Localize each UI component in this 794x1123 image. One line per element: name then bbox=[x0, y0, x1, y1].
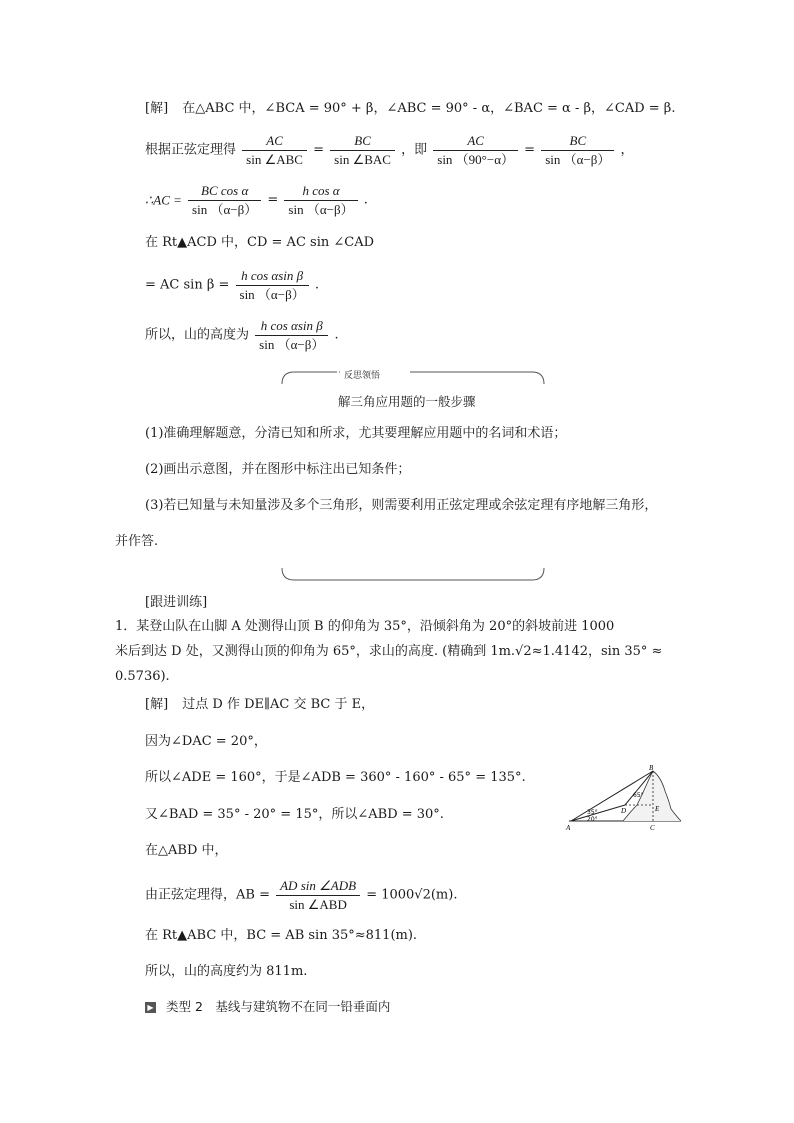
solution2-s2: 因为∠DAC = 20°， bbox=[145, 734, 267, 749]
fraction-denominator: sin （α−β） bbox=[288, 202, 354, 217]
fraction-numerator: AC bbox=[242, 133, 307, 151]
fraction-numerator: BC bbox=[330, 133, 395, 151]
reflect-item-3a: (3)若已知量与未知量涉及多个三角形，则需要利用正弦定理或余弦定理有序地解三角形， bbox=[145, 498, 658, 513]
fraction-denominator: sin （α−β） bbox=[239, 287, 305, 302]
question-1-line-a: 1．某登山队在山脚 A 处测得山顶 B 的仰角为 35°，沿倾斜角为 20°的斜坡前进 1000 bbox=[115, 619, 615, 634]
type-heading bbox=[145, 998, 390, 1016]
solution2-s5: 在△ABD 中， bbox=[145, 843, 228, 858]
figure-label-b: B bbox=[649, 765, 654, 772]
mountain-shape bbox=[623, 771, 681, 821]
solution2-s6-suffix: = 1000√2(m). bbox=[366, 887, 458, 903]
fraction-numerator: AC bbox=[433, 133, 518, 151]
rt-acd-line: 在 Rt▲ACD 中，CD = AC sin ∠CAD bbox=[145, 235, 375, 250]
fraction-numerator: BC cos α bbox=[188, 183, 261, 201]
question-1-line-b: 米后到达 D 处，又测得山顶的仰角为 65°，求山的高度. (精确到 1m.√2≈1.4142，sin 35° ≈ bbox=[115, 644, 663, 659]
reflect-box-title: 解三角应用题的一般步骤 bbox=[338, 394, 476, 409]
figure-angle-65: 65° bbox=[633, 792, 644, 799]
fraction-denominator: sin （α−β） bbox=[545, 152, 611, 167]
fraction-denominator: sin ∠ABD bbox=[289, 897, 347, 912]
solution2-s6-prefix: 由正弦定理得，AB = bbox=[145, 887, 270, 903]
figure-label-a: A bbox=[566, 824, 571, 832]
fraction-numerator: h cos αsin β bbox=[236, 268, 309, 286]
question-1-line-c: 0.5736). bbox=[115, 669, 170, 684]
solution2-s3: 所以∠ADE = 160°，于是∠ADB = 360° - 160° - 65° = 135°. bbox=[145, 770, 526, 785]
figure-angle-20: 20° bbox=[587, 816, 598, 823]
fraction-denominator: sin ∠ABC bbox=[246, 152, 303, 167]
ji-text: ，即 bbox=[401, 142, 428, 158]
solution2-s7: 在 Rt▲ABC 中，BC = AB sin 35°≈811(m). bbox=[145, 928, 418, 943]
cd-eq-prefix: = AC sin β = bbox=[145, 277, 230, 293]
solution2-s1: 过点 D 作 DE∥AC 交 BC 于 E， bbox=[182, 697, 375, 712]
fraction-numerator: h cos α bbox=[284, 183, 357, 201]
fraction-numerator: h cos αsin β bbox=[255, 318, 328, 336]
solution-line-1 bbox=[145, 100, 675, 118]
fraction-ab bbox=[276, 878, 360, 913]
fraction-hcos bbox=[284, 183, 357, 218]
fraction-bc-sinab bbox=[541, 133, 614, 168]
reflect-item-2: (2)画出示意图，并在图形中标注出已知条件； bbox=[145, 462, 411, 477]
reflect-box-top-bracket bbox=[280, 368, 548, 386]
reflect-box-label: 反思领悟 bbox=[341, 368, 383, 381]
practice-heading: [跟进训练] bbox=[145, 595, 208, 610]
reflect-item-1: (1)准确理解题意，分清已知和所求，尤其要理解应用题中的名词和术语； bbox=[145, 426, 567, 441]
fraction-numerator: AD sin ∠ADB bbox=[276, 878, 360, 896]
fraction-bccos bbox=[188, 183, 261, 218]
play-icon: ▶ bbox=[145, 1002, 156, 1013]
figure-angle-35: 35° bbox=[587, 809, 598, 816]
sine-rule-line: 根据正弦定理得 $\frac{AC}{\text{sin ∠ABC}}$ = $\frac{BC}{\text{sin ∠BAC}}$ ，即 $\frac{AC}{\sin (90^\circ-\alpha)}$ = $\frac{BC}{\sin (\alpha-\beta)}$ ， bbox=[145, 133, 634, 167]
answer-prefix: 所以，山的高度为 bbox=[145, 327, 250, 343]
fraction-cd bbox=[236, 268, 309, 303]
solution2-s8: 所以，山的高度约为 811m. bbox=[145, 964, 308, 979]
figure-label-d: D bbox=[621, 807, 627, 815]
fraction-denominator: sin ∠BAC bbox=[334, 152, 391, 167]
figure-label-e: E bbox=[655, 805, 660, 813]
solution2-sine-rule bbox=[145, 878, 457, 913]
solution2-tag: [解] bbox=[145, 697, 169, 712]
reflect-item-3b: 并作答. bbox=[115, 534, 159, 549]
fraction-denominator: sin （90°−α） bbox=[437, 152, 515, 167]
fraction-bc-sinbac bbox=[330, 133, 395, 168]
slope-line-ad bbox=[571, 805, 625, 821]
answer-line: 所以，山的高度为 $\frac{\text{h cos αsin β}}{\sin (\alpha-\beta)}$ . bbox=[145, 318, 339, 352]
fraction-ac-sinabc bbox=[242, 133, 307, 168]
cd-equation-line: = AC sin β = $\frac{\text{h cos αsin β}}{\sin (\alpha-\beta)}$ . bbox=[145, 268, 319, 302]
fraction-ac-sin90 bbox=[433, 133, 518, 168]
solution-tag: [解] bbox=[145, 101, 169, 116]
therefore-text: ∴AC = bbox=[145, 192, 182, 208]
fraction-numerator: BC bbox=[541, 133, 614, 151]
fraction-denominator: sin （α−β） bbox=[259, 337, 325, 352]
reflect-box-bottom-bracket bbox=[280, 566, 548, 584]
solution2-line-1 bbox=[145, 696, 374, 714]
therefore-line: ∴AC = $\frac{\text{BC cos α}}{\sin (\alpha-\beta)}$ = $\frac{\text{h cos α}}{\sin (\alpha-\beta)}$ . bbox=[145, 183, 368, 217]
fraction-denominator: sin （α−β） bbox=[192, 202, 258, 217]
sine-rule-prefix: 根据正弦定理得 bbox=[145, 142, 237, 158]
fraction-answer bbox=[255, 318, 328, 353]
mountain-figure bbox=[565, 765, 685, 835]
solution-text: 在△ABC 中，∠BCA = 90° + β，∠ABC = 90° - α，∠BAC = α - β，∠CAD = β. bbox=[182, 101, 676, 116]
type-heading-text: 类型 2 基线与建筑物不在同一铅垂面内 bbox=[165, 999, 391, 1014]
figure-label-c: C bbox=[650, 824, 655, 832]
solution2-s4: 又∠BAD = 35° - 20° = 15°，所以∠ABD = 30°. bbox=[145, 807, 444, 822]
